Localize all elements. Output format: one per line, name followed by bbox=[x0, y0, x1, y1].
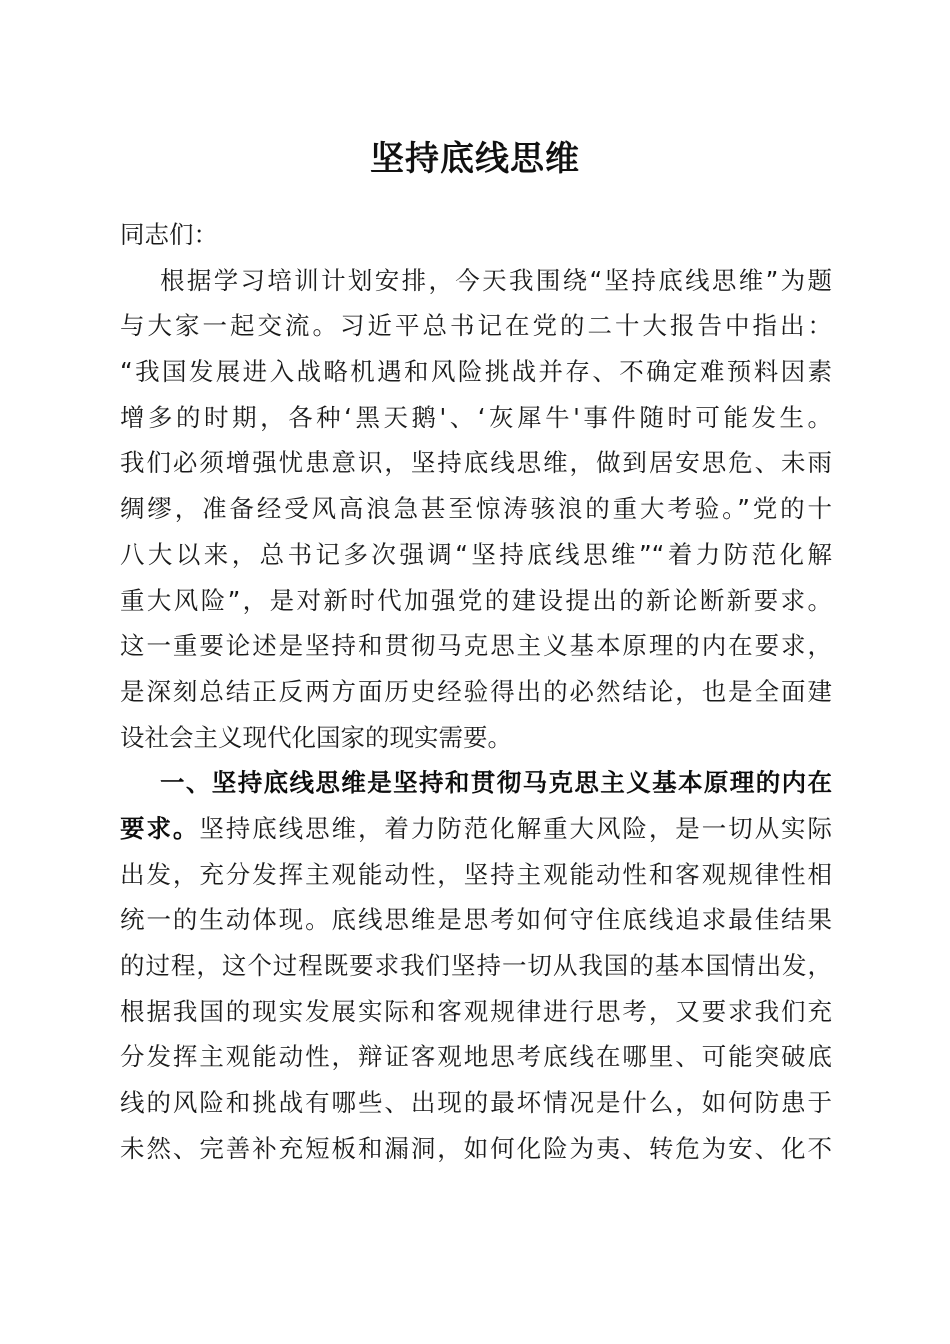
paragraph-line: 绸缪，准备经受风高浪急甚至惊涛骇浪的重大考验。”党的十 bbox=[120, 494, 832, 524]
paragraph-line: 重大风险”，是对新时代加强党的建设提出的新论断新要求。 bbox=[120, 585, 832, 615]
section-heading-end: 要求。 bbox=[120, 813, 200, 843]
paragraph-line: 我们必须增强忧患意识，坚持底线思维，做到居安思危、未雨 bbox=[120, 448, 832, 478]
paragraph-text: 坚持底线思维，着力防范化解重大风险，是一切从实际 bbox=[199, 813, 832, 843]
paragraph-line: 未然、完善补充短板和漏洞，如何化险为夷、转危为安、化不 bbox=[120, 1133, 832, 1163]
paragraph-line: 根据学习培训计划安排，今天我围绕“坚持底线思维”为题 bbox=[160, 265, 832, 295]
paragraph-line: 与大家一起交流。习近平总书记在党的二十大报告中指出： bbox=[120, 311, 832, 341]
paragraph-line: 这一重要论述是坚持和贯彻马克思主义基本原理的内在要求， bbox=[120, 631, 832, 661]
paragraph-line: 八大以来，总书记多次强调“坚持底线思维”“着力防范化解 bbox=[120, 539, 832, 569]
paragraph-line: 统一的生动体现。底线思维是思考如何守住底线追求最佳结果 bbox=[120, 905, 832, 935]
salutation: 同志们： bbox=[120, 220, 218, 249]
section-heading: 一、坚持底线思维是坚持和贯彻马克思主义基本原理的内在 bbox=[160, 768, 832, 798]
paragraph-line: 的过程，这个过程既要求我们坚持一切从我国的基本国情出发， bbox=[120, 951, 832, 980]
paragraph-line: 出发，充分发挥主观能动性，坚持主观能动性和客观规律性相 bbox=[120, 859, 832, 889]
section-1 bbox=[120, 760, 832, 1171]
paragraph-line: 线的风险和挑战有哪些、出现的最坏情况是什么，如何防患于 bbox=[120, 1088, 832, 1118]
paragraph-1 bbox=[120, 258, 832, 761]
paragraph-line: 根据我国的现实发展实际和客观规律进行思考，又要求我们充 bbox=[120, 996, 832, 1026]
paragraph-line: “我国发展进入战略机遇和风险挑战并存、不确定难预料因素 bbox=[120, 357, 832, 387]
section-heading-line-2 bbox=[120, 806, 832, 852]
document-body bbox=[120, 212, 832, 1171]
paragraph-line: 分发挥主观能动性，辩证客观地思考底线在哪里、可能突破底 bbox=[120, 1042, 832, 1072]
paragraph-line: 设社会主义现代化国家的现实需要。 bbox=[120, 722, 512, 752]
paragraph-line: 增多的时期，各种‘黑天鹅'、‘灰犀牛'事件随时可能发生。 bbox=[120, 402, 832, 432]
paragraph-line: 是深刻总结正反两方面历史经验得出的必然结论，也是全面建 bbox=[120, 676, 832, 706]
document-title: 坚持底线思维 bbox=[370, 139, 580, 179]
